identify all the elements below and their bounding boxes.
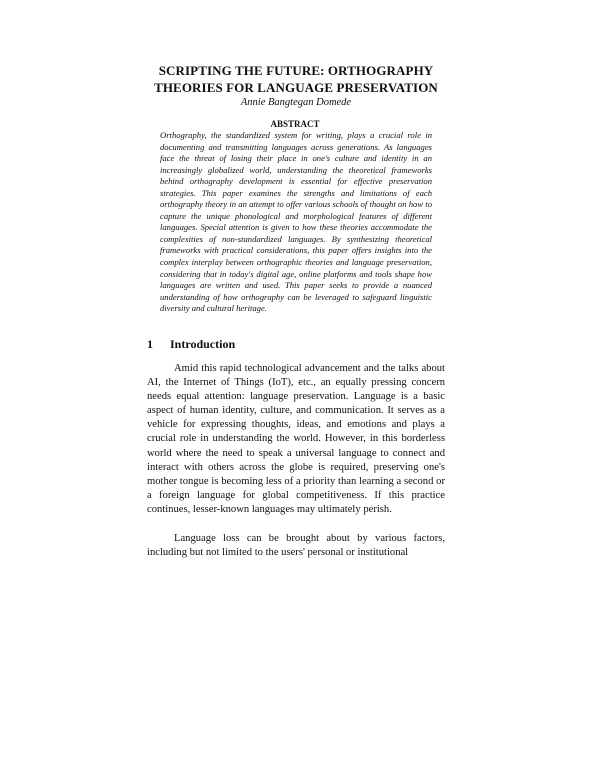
- section-number: 1: [147, 337, 153, 351]
- abstract-heading: ABSTRACT: [270, 119, 320, 129]
- section-title: Introduction: [170, 337, 236, 351]
- paper-title-line-2: THEORIES FOR LANGUAGE PRESERVATION: [154, 80, 438, 95]
- paper-title: [140, 62, 452, 96]
- body-paragraph-2: Language loss can be brought about by various factors, including but not limited to the users' personal or institutional: [147, 533, 445, 559]
- body-paragraph-1: Amid this rapid technological advancement and the talks about AI, the Internet of Things (IoT), etc., an equally pressing concern needs equal attention: language preservation. Language is a basic aspect of human identity, culture, and communication. It serves as a vehicle for expressing thoughts, ideas, and emotions and plays a crucial role in understanding the world. However, in this borderless world where the need to speak a universal language to connect and interact with others across the globe is required, preserving one's mother tongue is becoming less of a priority than learning a second or a foreign language for global competitiveness. If this practice continues, lesser-known languages may ultimately perish.: [147, 363, 445, 515]
- paper-title-line-1: SCRIPTING THE FUTURE: ORTHOGRAPHY: [158, 63, 434, 78]
- author-name: Annie Bangtegan Domede: [240, 97, 352, 108]
- section-heading-introduction: [147, 337, 447, 352]
- abstract-text: Orthography, the standardized system for writing, plays a crucial role in documenting and transmitting languages across generations. As languages face the threat of losing their place in one's culture and identity in an increasingly globalized world, understanding the theoretical frameworks behind orthography development is essential for effective preservation strategies. This paper examines the strengths and limitations of each orthography theory in an attempt to offer various schools of thought on how to capture the unique phonological and morphological features of different languages. Special attention is given to how these theories accommodate the complexities of non-standardized languages. By synthesizing theoretical frameworks with practical considerations, this paper offers insights into the complex interplay between orthographic theories and language preservation, considering that in today's digital age, online platforms and tools shape how languages are written and used. This paper seeks to provide a nuanced understanding of how orthography can be leveraged to safeguard linguistic diversity and cultural heritage.: [160, 130, 432, 314]
